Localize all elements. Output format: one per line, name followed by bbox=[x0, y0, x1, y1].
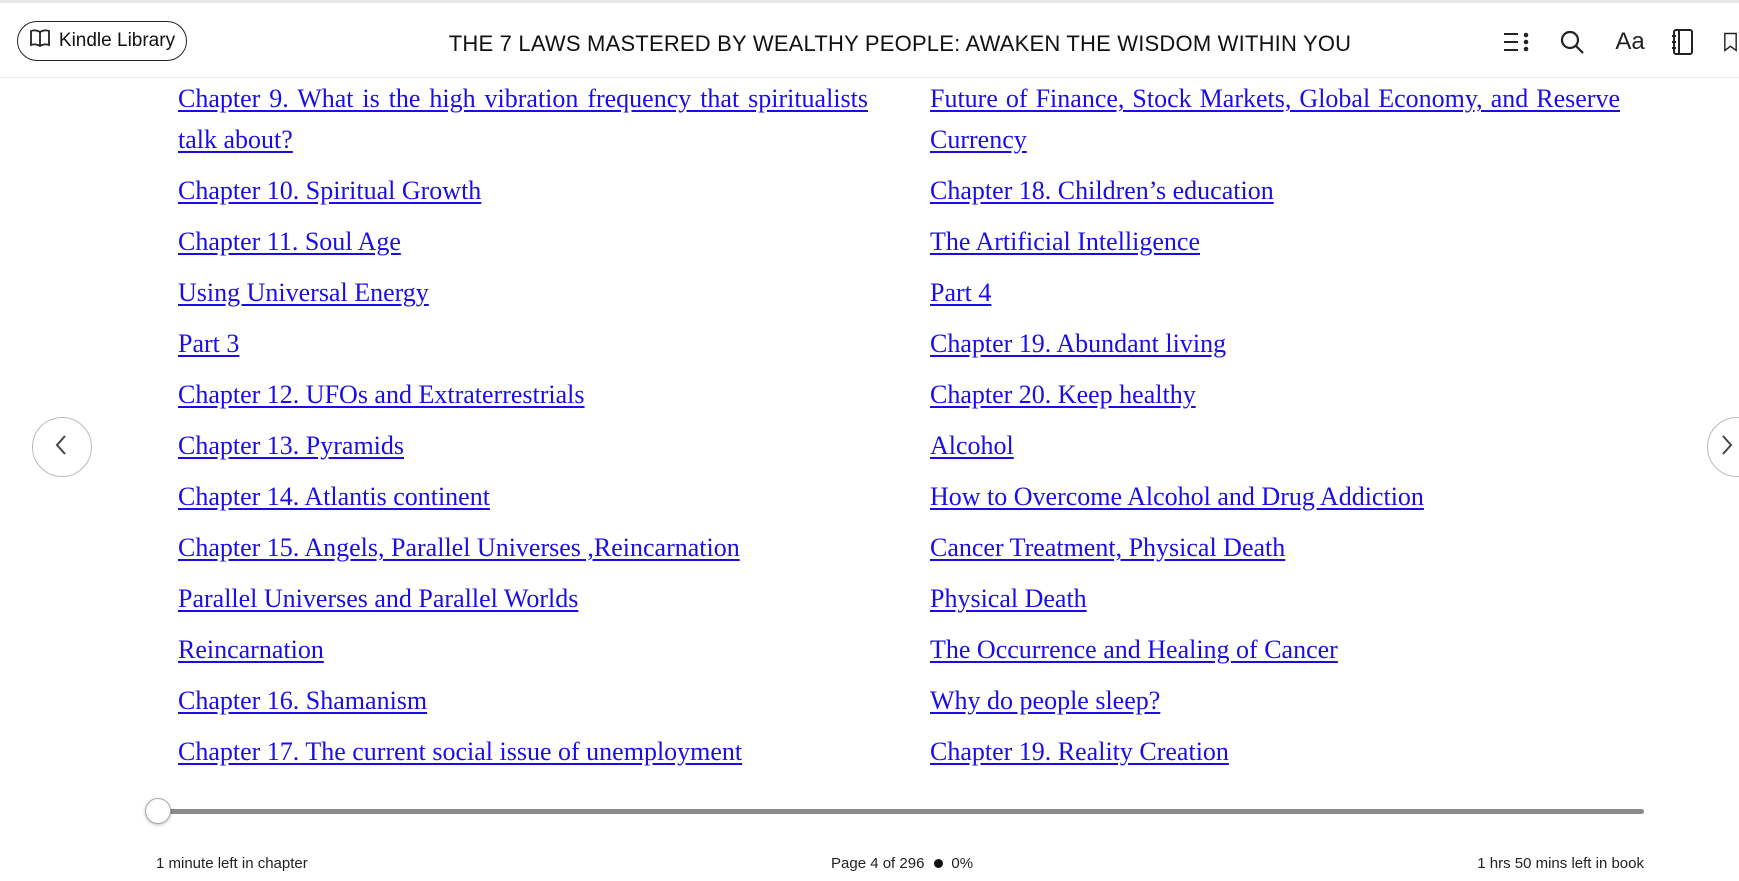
toc-link[interactable]: Chapter 14. Atlantis continent bbox=[178, 482, 490, 511]
toc-link[interactable]: Chapter 19. Reality Creation bbox=[930, 737, 1229, 766]
toc-link[interactable]: Chapter 17. The current social issue of unemployment bbox=[178, 737, 743, 766]
chevron-left-icon bbox=[53, 433, 71, 462]
toc-link[interactable]: Reincarnation bbox=[178, 635, 324, 664]
toc-link[interactable]: Chapter 12. UFOs and Extraterrestrials bbox=[178, 380, 585, 409]
previous-page-button[interactable] bbox=[32, 417, 92, 477]
separator-dot bbox=[934, 859, 943, 868]
kindle-library-label: Kindle Library bbox=[58, 30, 176, 51]
toc-link[interactable]: Chapter 19. Abundant living bbox=[930, 329, 1227, 358]
toc-link[interactable]: Chapter 15. Angels, Parallel Universes ,Reincarnation bbox=[178, 533, 740, 562]
toc-link[interactable]: Chapter 11. Soul Age bbox=[178, 227, 401, 256]
toc-link[interactable]: Chapter 20. Keep healthy bbox=[930, 380, 1196, 409]
toc-column-left bbox=[178, 78, 868, 778]
toc-link[interactable]: Chapter 10. Spiritual Growth bbox=[178, 176, 482, 205]
notebook-icon[interactable] bbox=[1668, 25, 1698, 59]
toc-link[interactable]: Future of Finance, Stock Markets, Global Economy, and Reserve Currency bbox=[930, 84, 1620, 154]
search-icon[interactable] bbox=[1556, 25, 1588, 59]
book-time-left: 1 hrs 50 mins left in book bbox=[1477, 855, 1644, 872]
toc-column-right bbox=[930, 78, 1620, 778]
reading-pane bbox=[0, 78, 1739, 778]
percent-read: 0% bbox=[951, 855, 974, 872]
toc-link[interactable]: Chapter 16. Shamanism bbox=[178, 686, 428, 715]
toc-link[interactable]: Using Universal Energy bbox=[178, 278, 429, 307]
toc-link[interactable]: Why do people sleep? bbox=[930, 686, 1161, 715]
toc-link[interactable]: Chapter 13. Pyramids bbox=[178, 431, 405, 460]
chapter-time-left: 1 minute left in chapter bbox=[156, 855, 308, 872]
table-of-contents-icon[interactable] bbox=[1500, 25, 1532, 59]
page-indicator: Page 4 of 296 bbox=[831, 855, 925, 872]
chevron-right-icon bbox=[1717, 433, 1735, 462]
font-settings-label: Aa bbox=[1615, 28, 1645, 55]
toc-link[interactable]: Alcohol bbox=[930, 431, 1014, 460]
toc-link[interactable]: The Occurrence and Healing of Cancer bbox=[930, 635, 1338, 664]
toc-link[interactable]: Cancer Treatment, Physical Death bbox=[930, 533, 1286, 562]
top-toolbar bbox=[0, 0, 1739, 78]
toc-link[interactable]: Part 4 bbox=[930, 278, 992, 307]
kindle-library-button[interactable] bbox=[17, 21, 187, 61]
toc-link[interactable]: Parallel Universes and Parallel Worlds bbox=[178, 584, 579, 613]
progress-slider-thumb[interactable] bbox=[145, 798, 171, 824]
page-location bbox=[831, 855, 973, 872]
toc-link[interactable]: How to Overcome Alcohol and Drug Addiction bbox=[930, 482, 1424, 511]
toc-link[interactable]: Part 3 bbox=[178, 329, 240, 358]
book-title: THE 7 LAWS MASTERED BY WEALTHY PEOPLE: AWAKEN THE WISDOM WITHIN YOU bbox=[448, 31, 1352, 56]
toc-link[interactable]: Chapter 18. Children’s education bbox=[930, 176, 1274, 205]
toc-link[interactable]: The Artificial Intelligence bbox=[930, 227, 1200, 256]
bookmark-icon[interactable] bbox=[1722, 25, 1739, 59]
font-settings-icon[interactable] bbox=[1610, 25, 1650, 59]
toc-link[interactable]: Physical Death bbox=[930, 584, 1087, 613]
library-book-icon bbox=[29, 28, 51, 54]
toc-link[interactable]: Chapter 9. What is the high vibration frequency that spiritualists talk about? bbox=[178, 84, 868, 154]
reading-progress-slider[interactable] bbox=[158, 809, 1644, 814]
